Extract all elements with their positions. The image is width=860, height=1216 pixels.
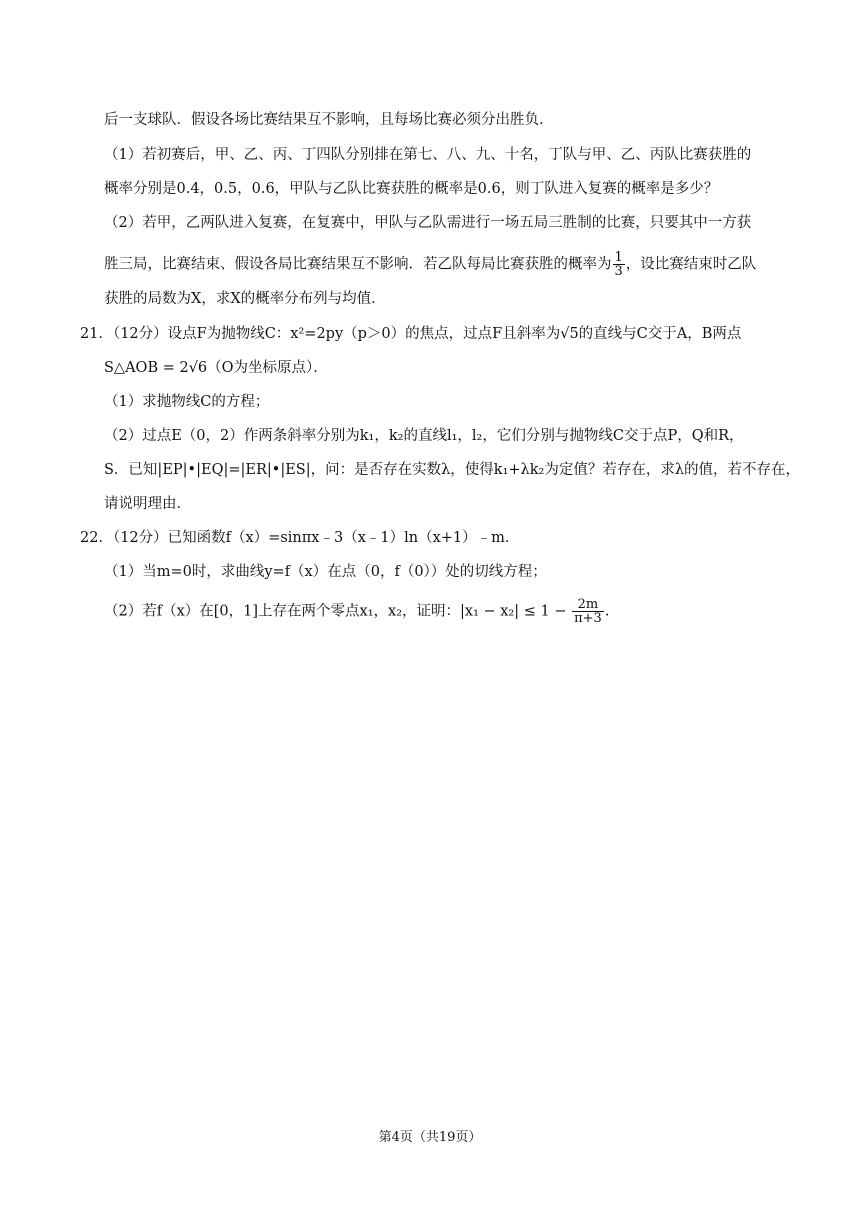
q20-continuation: 后一支球队．假设各场比赛结果互不影响，且每场比赛必须分出胜负． [104,112,554,128]
q21-part2-line2: S．已知|EP|•|EQ|=|ER|•|ES|，问：是否存在实数λ，使得k₁+λk₂为定值？若存在，求λ的值，若不存在， [104,462,801,478]
q20-part1-line1: （1）若初赛后，甲、乙、丙、丁四队分别排在第七、八、九、十名，丁队与甲、乙、丙队比赛获胜的 [104,147,752,163]
fraction-one-third [613,251,625,278]
q20-part2-line2 [104,251,756,278]
q20-part2-line2-pre: 胜三局，比赛结束、假设各局比赛结果互不影响．若乙队每局比赛获胜的概率为 [104,256,612,273]
q22-part2-pre: （2）若f（x）在[0，1]上存在两个零点x₁，x₂，证明：|x₁ − x₂| ≤ 1 − [104,603,572,620]
fraction-numerator: 1 [614,250,623,265]
fraction-numerator: 2m [572,598,604,612]
fraction-2m-over-pi-plus-3 [572,598,604,625]
q22-part1: （1）当m=0时，求曲线y=f（x）在点（0，f（0））处的切线方程； [104,564,547,580]
q20-part1-line2: 概率分别是0.4，0.5，0.6，甲队与乙队比赛获胜的概率是0.6，则丁队进入复赛的概率是多少？ [104,181,719,197]
q21-area-condition: S△AOB = 2√6（O为坐标原点）． [104,360,328,376]
q21-part1: （1）求抛物线C的方程； [104,394,270,410]
q20-part2-line2-post: ，设比赛结束时乙队 [625,256,757,273]
q22-heading: 22．（12分）已知函数f（x）=sinπx﹣3（x﹣1）ln（x+1）﹣m． [80,530,520,546]
page-footer: 第4页（共19页） [378,1130,482,1145]
q22-part2-post: . [604,603,610,620]
q20-part2-line3: 获胜的局数为X，求X的概率分布列与均值． [104,291,386,307]
q20-part2-line1: （2）若甲，乙两队进入复赛，在复赛中，甲队与乙队需进行一场五局三胜制的比赛，只要其中一方获 [104,215,752,231]
q21-part2-line3: 请说明理由． [104,496,191,512]
q21-part2-line1: （2）过点E（0，2）作两条斜率分别为k₁，k₂的直线l₁，l₂，它们分别与抛物线C交于点P，Q和R， [104,428,744,444]
q21-heading: 21．（12分）设点F为抛物线C：x²=2py（p＞0）的焦点，过点F且斜率为√5的直线与C交于A，B两点 [80,326,742,342]
fraction-denominator: 3 [614,264,623,279]
fraction-denominator: π+3 [574,611,602,626]
q22-part2 [104,598,609,625]
